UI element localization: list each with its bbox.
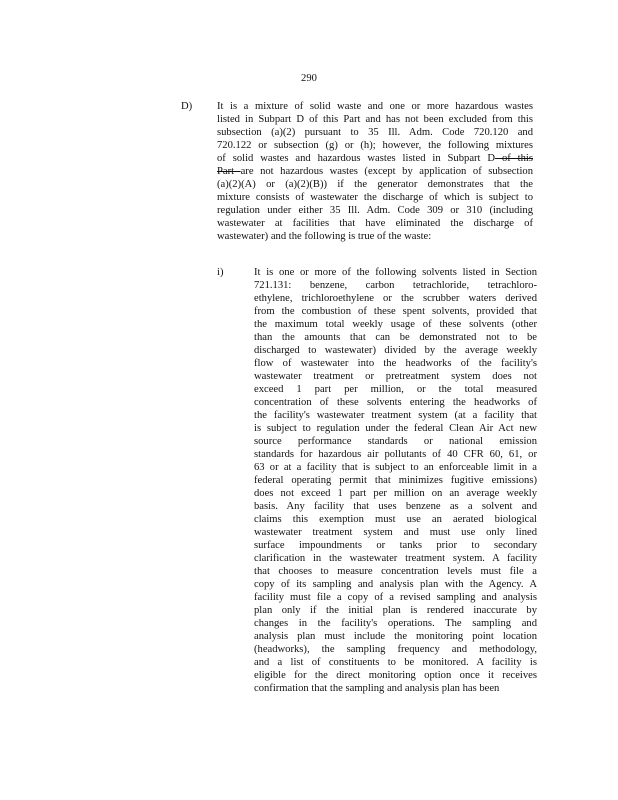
subsection-i-line: the maximum total weekly usage of these solvents (other: [254, 319, 537, 330]
section-d-line: listed in Subpart D of this Part and has not been excluded from this: [217, 114, 533, 125]
subsection-i-line: ethylene, trichloroethylene or the scrubber waters derived: [254, 293, 537, 304]
subsection-i-line: 63 or at a facility that is subject to an enforceable limit in a: [254, 462, 537, 473]
subsection-i-line: that chooses to measure concentration levels must file a: [254, 566, 537, 577]
section-d-paragraph: [217, 100, 533, 243]
subsection-i-paragraph: [254, 266, 537, 695]
subsection-i-line: from the combustion of these spent solvents, provided that: [254, 306, 537, 317]
subsection-i-line: confirmation that the sampling and analysis plan has been: [254, 683, 500, 694]
subsection-i-line: changes in the facility's operations. The sampling and: [254, 618, 537, 629]
subsection-i-line: wastewater treatment or pretreatment system does not: [254, 371, 537, 382]
subsection-i-line: concentration of these solvents entering the headworks of: [254, 397, 537, 408]
section-d-line: Part are not hazardous wastes (except by application of subsection: [217, 166, 533, 177]
subsection-i-line: federal operating permit that minimizes fugitive emissions): [254, 475, 537, 486]
struck-text: of this: [495, 153, 533, 164]
subsection-i-line: eligible for the direct monitoring option once it receives: [254, 670, 537, 681]
section-d-label: D): [181, 101, 193, 112]
subsection-i-line: claims this exemption must use an aerated biological: [254, 514, 537, 525]
subsection-i-line: clarification in the wastewater treatment system. A facility: [254, 553, 537, 564]
subsection-i-line: the facility's wastewater treatment system (at a facility that: [254, 410, 537, 421]
subsection-i-line: does not exceed 1 part per million on an average weekly: [254, 488, 537, 499]
subsection-i-line: basis. Any facility that uses benzene as a solvent and: [254, 501, 537, 512]
section-d-line: It is a mixture of solid waste and one or more hazardous wastes: [217, 101, 533, 112]
subsection-i-line: and a list of constituents to be monitored. A facility is: [254, 657, 537, 668]
subsection-i-line: wastewater treatment system and must use only lined: [254, 527, 537, 538]
section-d-line: mixture consists of wastewater the discharge of which is subject to: [217, 192, 533, 203]
section-d-line: of solid wastes and hazardous wastes listed in Subpart D of this: [217, 153, 533, 164]
section-d-line: 720.122 or subsection (g) or (h); however, the following mixtures: [217, 140, 533, 151]
subsection-i-line: source performance standards or national emission: [254, 436, 537, 447]
subsection-i-line: 721.131: benzene, carbon tetrachloride, tetrachloro-: [254, 280, 537, 291]
subsection-i-line: than the amounts that can be demonstrated not to be: [254, 332, 537, 343]
struck-text: Part: [217, 166, 241, 177]
subsection-i-line: exceed 1 part per million, or the total measured: [254, 384, 537, 395]
section-d-line: wastewater at facilities that have eliminated the discharge of: [217, 218, 533, 229]
subsection-i-line: plan only if the initial plan is rendered inaccurate by: [254, 605, 537, 616]
subsection-i-line: discharged to wastewater) divided by the average weekly: [254, 345, 537, 356]
section-d-line: (a)(2)(A) or (a)(2)(B)) if the generator demonstrates that the: [217, 179, 533, 190]
page-number: 290: [301, 73, 317, 84]
subsection-i-label: i): [217, 267, 224, 278]
subsection-i-line: copy of its sampling and analysis plan with the Agency. A: [254, 579, 537, 590]
subsection-i-line: analysis plan must include the monitoring point location: [254, 631, 537, 642]
section-d-line: subsection (a)(2) pursuant to 35 Ill. Adm. Code 720.120 and: [217, 127, 533, 138]
subsection-i-line: facility must file a copy of a revised sampling and analysis: [254, 592, 537, 603]
section-d-line: regulation under either 35 Ill. Adm. Code 309 or 310 (including: [217, 205, 533, 216]
subsection-i-line: flow of wastewater into the headworks of the facility's: [254, 358, 537, 369]
subsection-i-line: is subject to regulation under the federal Clean Air Act new: [254, 423, 537, 434]
subsection-i-line: standards for hazardous air pollutants of 40 CFR 60, 61, or: [254, 449, 537, 460]
subsection-i-line: surface impoundments or tanks prior to secondary: [254, 540, 537, 551]
subsection-i-line: (headworks), the sampling frequency and methodology,: [254, 644, 537, 655]
subsection-i-line: It is one or more of the following solvents listed in Section: [254, 267, 537, 278]
section-d-line: wastewater) and the following is true of the waste:: [217, 231, 432, 242]
